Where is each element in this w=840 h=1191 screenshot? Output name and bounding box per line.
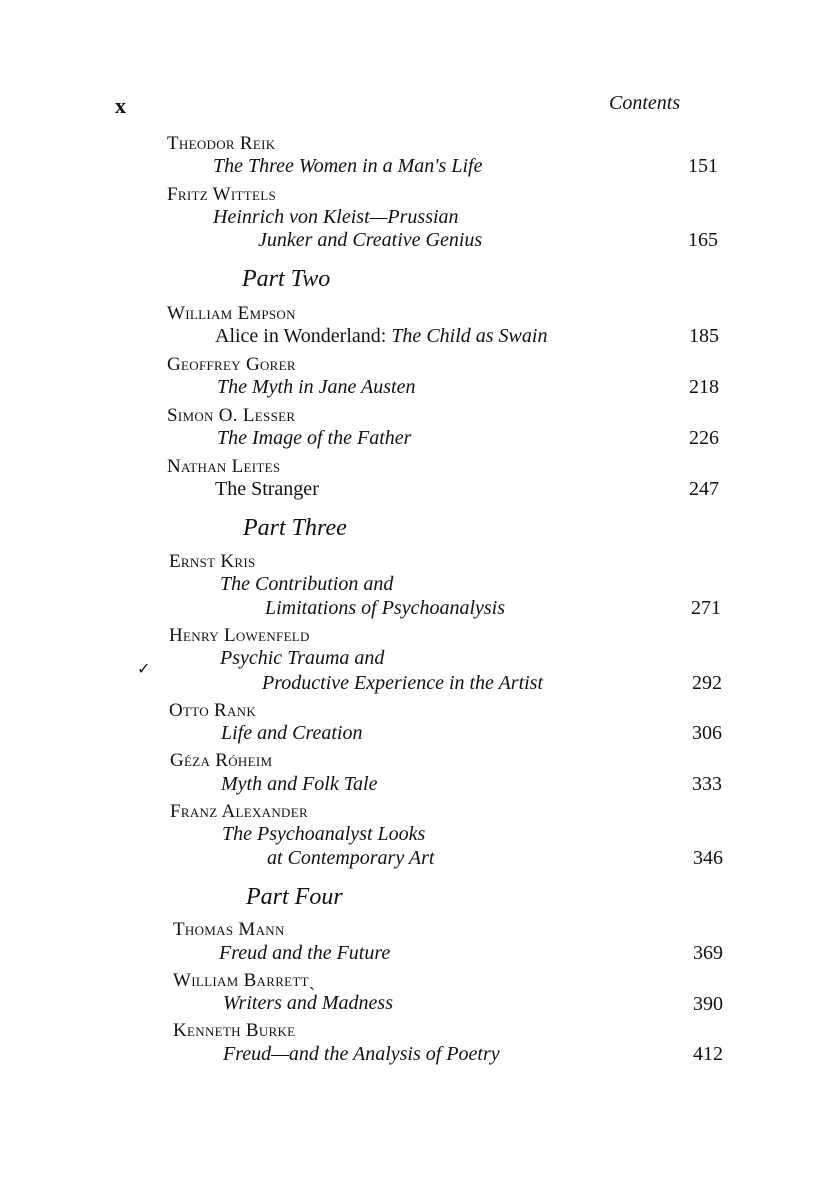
toc-title: Psychic Trauma and [220, 647, 385, 669]
toc-page-number: 247 [689, 478, 719, 500]
margin-check-mark: ✓ [137, 661, 151, 678]
toc-title: The Psychoanalyst Looks [222, 823, 426, 845]
toc-author: Henry Lowenfeld [169, 625, 310, 646]
toc-page-number: 165 [688, 229, 718, 251]
toc-title: The Myth in Jane Austen [217, 376, 416, 398]
running-head: Contents [609, 92, 681, 114]
pencil-tick-mark: ˎ [308, 970, 316, 991]
toc-title-roman: Alice in Wonderland: [215, 325, 387, 347]
toc-title: The Stranger [215, 478, 319, 500]
toc-page-number: 292 [692, 672, 722, 694]
toc-author: Fritz Wittels [167, 184, 277, 205]
toc-title: The Contribution and [220, 573, 394, 595]
toc-page-number: 151 [688, 155, 718, 177]
toc-page-number: 412 [693, 1043, 723, 1065]
page-folio: x [115, 93, 126, 118]
toc-page-number: 333 [692, 773, 722, 795]
toc-title-continued: Productive Experience in the Artist [262, 672, 544, 694]
toc-title [215, 326, 547, 346]
toc-page-number: 226 [689, 427, 719, 449]
toc-title: Heinrich von Kleist—Prussian [213, 206, 459, 228]
toc-page-number: 306 [692, 722, 722, 744]
toc-page-number: 185 [689, 325, 719, 347]
toc-page-number: 369 [693, 942, 723, 964]
toc-author: Thomas Mann [173, 919, 285, 940]
toc-author: Nathan Leites [167, 456, 281, 477]
part-heading: Part Two [242, 266, 331, 292]
toc-page-number: 271 [691, 597, 721, 619]
toc-title: Freud—and the Analysis of Poetry [223, 1043, 500, 1065]
toc-title-continued: Junker and Creative Genius [258, 229, 483, 251]
toc-title: Freud and the Future [219, 942, 391, 964]
toc-title: Life and Creation [221, 722, 363, 744]
toc-author: William Empson [167, 303, 296, 324]
toc-title-continued: Limitations of Psychoanalysis [265, 597, 505, 619]
toc-author: Otto Rank [169, 700, 257, 721]
toc-title: The Image of the Father [217, 427, 412, 449]
part-heading: Part Three [243, 515, 347, 541]
toc-author-name: William Barrett [173, 970, 309, 991]
toc-title: Myth and Folk Tale [221, 773, 378, 795]
toc-page-number: 218 [689, 376, 719, 398]
toc-page-number: 346 [693, 847, 723, 869]
toc-author: Geoffrey Gorer [167, 354, 296, 375]
toc-author: Ernst Kris [169, 551, 256, 572]
toc-page-number: 390 [693, 993, 723, 1015]
toc-title: The Three Women in a Man's Life [213, 155, 483, 177]
toc-author [173, 971, 316, 990]
toc-author: Kenneth Burke [173, 1020, 296, 1041]
toc-title: Writers and Madness [223, 992, 393, 1014]
toc-title-italic: The Child as Swain [391, 325, 548, 347]
toc-author: Franz Alexander [170, 801, 308, 822]
toc-title-continued: at Contemporary Art [267, 847, 435, 869]
part-heading: Part Four [246, 884, 343, 910]
toc-author: Géza Róheim [170, 750, 273, 771]
toc-author: Simon O. Lesser [167, 405, 296, 426]
toc-author: Theodor Reik [167, 133, 276, 154]
